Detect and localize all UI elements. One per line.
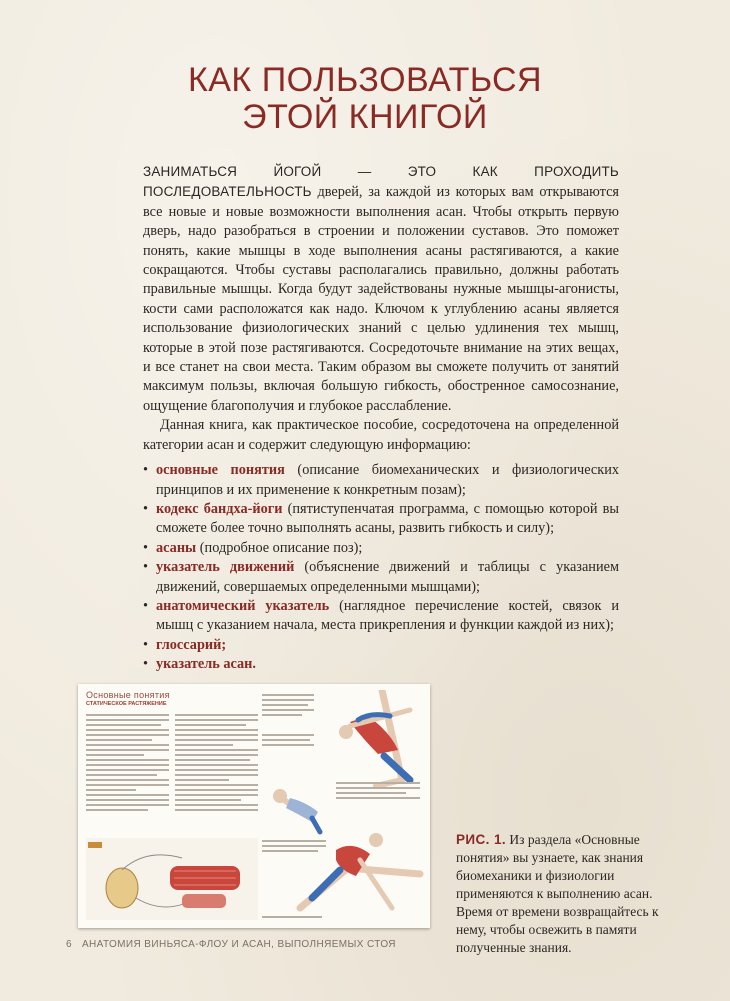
figure-thumb-heading: Основные понятия <box>86 690 170 700</box>
bullet-icon: • <box>143 636 149 653</box>
figure-caption-label: РИС. 1. <box>456 832 507 847</box>
figure-right-page <box>260 690 424 922</box>
bullet-icon: • <box>143 462 149 479</box>
list-item-term: указатель движений <box>156 559 295 576</box>
list-item-desc: (подробное описание поз); <box>196 539 363 556</box>
figure-text-columns <box>86 711 258 811</box>
main-text <box>143 162 619 675</box>
page-title <box>0 62 730 136</box>
list-item-term: кодекс бандха-йоги <box>156 500 283 517</box>
second-paragraph: Данная книга, как практическое пособие, сосредоточена на определенной категории асан и содержит следующую информацию: <box>143 417 619 453</box>
bullet-icon: • <box>143 656 149 673</box>
list-item-term: асаны <box>156 539 197 556</box>
list-item-term: указатель асан. <box>156 656 256 673</box>
figure-spread-thumbnail <box>78 684 430 928</box>
list-item-term: глоссарий; <box>156 636 227 653</box>
page-footer <box>66 939 396 950</box>
list-item-term: основные понятия <box>156 462 285 479</box>
figure-thumb-subheading: СТАТИЧЕСКОЕ РАСТЯЖЕНИЕ <box>86 701 167 707</box>
figure-caption-text: Из раздела «Основные понятия» вы узнаете, как знания биомеханики и физиологии применяются к выполнению асан. Время от времени возвращайтесь к нему, чтобы освежить в памяти полученные знания. <box>456 832 659 955</box>
list-item <box>143 636 619 655</box>
figure-left-page <box>86 690 258 922</box>
intro-paragraph <box>143 162 619 416</box>
figure-text-column <box>86 711 169 811</box>
bullet-icon: • <box>143 500 149 517</box>
title-line-2: ЭТОЙ КНИГОЙ <box>242 98 488 136</box>
yoga-pose-illustrations <box>260 690 424 922</box>
muscle-diagram-illustration <box>86 838 258 920</box>
feature-list <box>143 461 619 674</box>
list-item <box>143 500 619 539</box>
list-item-desc: (пятиступенчатая программа, с помощью которой вы сможете более точно выполнять асаны, развить гибкость и силу); <box>156 500 619 537</box>
list-item <box>143 461 619 500</box>
bullet-icon: • <box>143 539 149 556</box>
bullet-icon: • <box>143 597 149 614</box>
list-item-desc: (описание биомеханических и физиологических принципов и их применение к конкретным позам); <box>156 462 619 498</box>
list-item <box>143 597 619 636</box>
intro-lead: ЗАНИМАТЬСЯ ЙОГОЙ — ЭТО КАК ПРОХОДИТЬ ПОСЛЕДОВАТЕЛЬНОСТЬ <box>143 164 619 200</box>
list-item-desc: (наглядное перечисление костей, связок и мышц с указанием начала, места прикрепления и функции каждой из них); <box>156 597 620 634</box>
running-title: АНАТОМИЯ ВИНЬЯСА-ФЛОУ И АСАН, ВЫПОЛНЯЕМЫХ СТОЯ <box>81 939 396 950</box>
list-item-term: анатомический указатель <box>156 597 330 614</box>
title-line-1: КАК ПОЛЬЗОВАТЬСЯ <box>187 61 543 99</box>
list-item-desc: (объяснение движений и таблицы с указанием движений, совершаемых определенными мышцами); <box>156 559 619 595</box>
bullet-icon: • <box>143 559 149 576</box>
list-item <box>143 558 619 597</box>
page-number: 6 <box>66 939 72 950</box>
list-item <box>143 655 619 674</box>
list-item <box>143 539 619 558</box>
intro-text: дверей, за каждой из которых вам открываются все новые и новые возможности выполнения асан. Чтобы открыть первую дверь, надо разобраться в строении и положении суставов. Это поможет понять, какие мышцы в ходе выполнения асаны растягиваются, а какие сокращаются. Чтобы суставы располагались правильно, должны работать правильные мышцы. Когда будут задействованы нужные мышцы-агонисты, кости сами расположатся как надо. Ключом к углублению асаны является использование физиологических знаний с целью удлинения тех мышц, которые в этой позе растягиваются. Сосредоточьте внимание на этих вещах, и все станет на свои места. Таким образом вы сможете получить от занятий максимум пользы, включая большую гибкость, обостренное самосознание, ощущение благополучия и глубокое расслабление. <box>143 184 619 414</box>
figure-caption <box>456 831 676 957</box>
figure-text-column <box>175 711 258 811</box>
